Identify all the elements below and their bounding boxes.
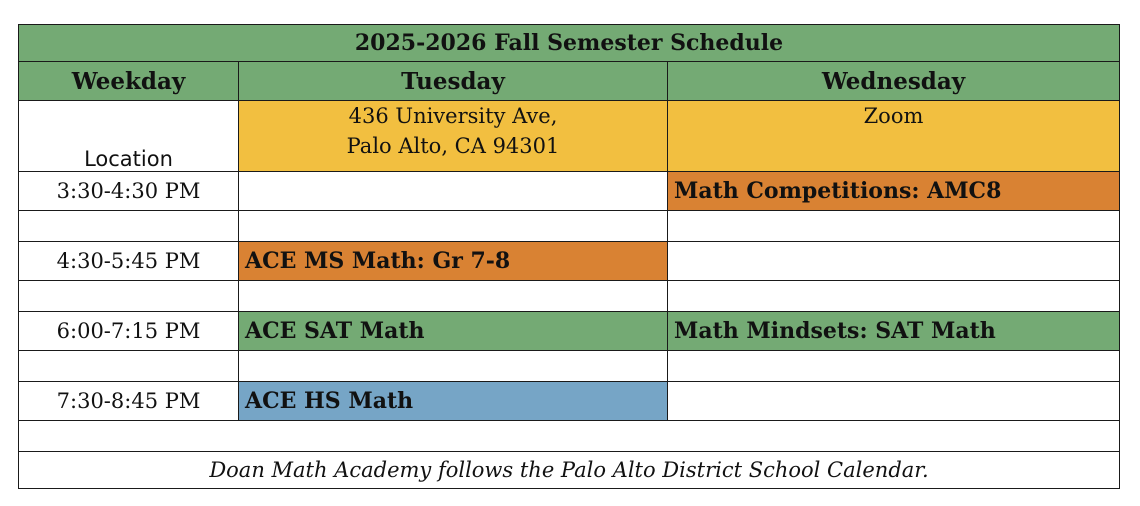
location-tuesday-line2: Palo Alto, CA 94301 (346, 134, 560, 158)
spacer-row (19, 281, 1120, 312)
spacer-cell (668, 211, 1120, 242)
slot-row-3 (19, 312, 1120, 351)
schedule-table (18, 24, 1120, 489)
spacer-row (19, 421, 1120, 452)
location-row (19, 101, 1120, 172)
spacer-row (19, 211, 1120, 242)
slot-time: 7:30-8:45 PM (19, 382, 239, 421)
slot-time: 3:30-4:30 PM (19, 172, 239, 211)
spacer-cell (239, 211, 668, 242)
slot-row-1 (19, 172, 1120, 211)
header-row (19, 62, 1120, 101)
spacer-cell (239, 351, 668, 382)
title-row (19, 25, 1120, 62)
spacer-cell (239, 281, 668, 312)
slot-wednesday-class (668, 242, 1120, 281)
slot-row-4 (19, 382, 1120, 421)
footer-row (19, 452, 1120, 489)
slot-tuesday-class: ACE MS Math: Gr 7-8 (239, 242, 668, 281)
spacer-cell (668, 281, 1120, 312)
slot-time: 6:00-7:15 PM (19, 312, 239, 351)
spacer-row (19, 351, 1120, 382)
location-wednesday: Zoom (668, 101, 1120, 172)
location-label: Location (19, 101, 239, 172)
calendar-note: Doan Math Academy follows the Palo Alto District School Calendar. (19, 452, 1120, 489)
location-tuesday (239, 101, 668, 172)
spacer-cell (668, 351, 1120, 382)
slot-wednesday-class: Math Competitions: AMC8 (668, 172, 1120, 211)
header-weekday: Weekday (19, 62, 239, 101)
header-wednesday: Wednesday (668, 62, 1120, 101)
slot-wednesday-class (668, 382, 1120, 421)
slot-wednesday-class: Math Mindsets: SAT Math (668, 312, 1120, 351)
slot-tuesday-class (239, 172, 668, 211)
slot-tuesday-class: ACE SAT Math (239, 312, 668, 351)
spacer-cell (19, 211, 239, 242)
location-tuesday-line1: 436 University Ave, (348, 104, 558, 128)
spacer-cell (19, 351, 239, 382)
schedule-title: 2025-2026 Fall Semester Schedule (19, 25, 1120, 62)
spacer-cell (19, 281, 239, 312)
spacer-cell (19, 421, 1120, 452)
header-tuesday: Tuesday (239, 62, 668, 101)
slot-tuesday-class: ACE HS Math (239, 382, 668, 421)
slot-row-2 (19, 242, 1120, 281)
slot-time: 4:30-5:45 PM (19, 242, 239, 281)
